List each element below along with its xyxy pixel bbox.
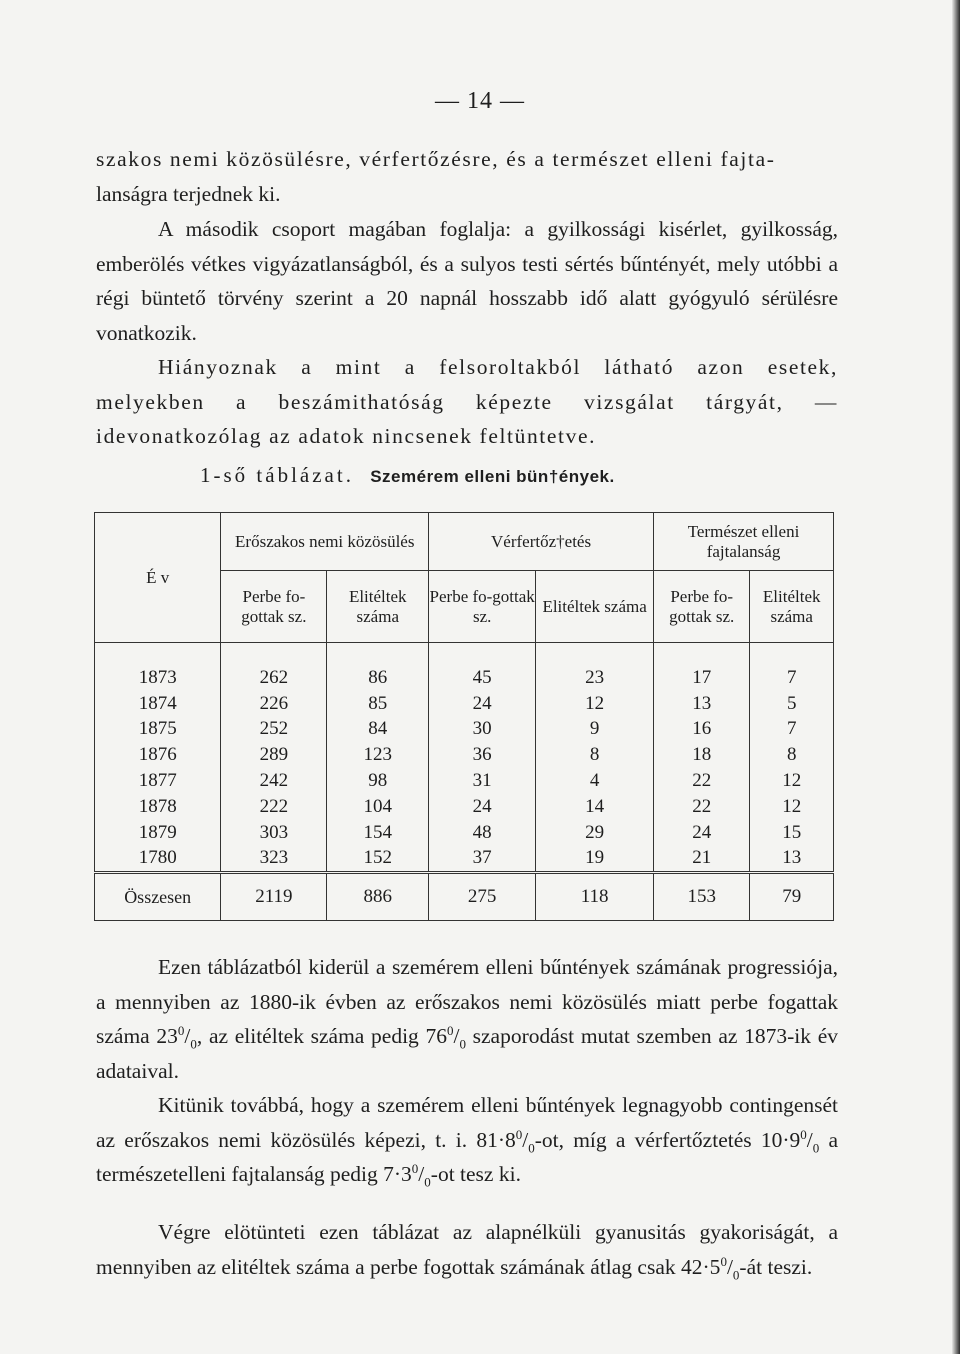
value-cell: 45 (429, 665, 536, 691)
sub-header: Perbe fo-gottak sz. (654, 571, 750, 643)
value-cell: 13 (750, 846, 834, 873)
total-cell: 153 (654, 873, 750, 921)
table-row (95, 691, 834, 717)
year-cell: 1874 (95, 691, 221, 717)
group-header: Természet elleni fajtalanság (654, 513, 834, 571)
total-label: Összesen (95, 873, 221, 921)
table-row (95, 820, 834, 846)
value-cell: 9 (536, 717, 654, 743)
value-cell: 29 (536, 820, 654, 846)
total-row (95, 873, 834, 921)
para4-text-a: Ezen táblázatból kiderül a szemérem elleni bűntények számának progressiója, a mennyiben az 1880-ik évben az erőszakos nemi közösülés miatt perbe fogattak száma 23 (96, 955, 838, 1048)
value-cell: 84 (327, 717, 429, 743)
percent-sub: 0 (459, 1036, 466, 1052)
paragraph-missing-cases: Hiányoznak a mint a felsoroltakból látható azon esetek, melyekben a beszámithatóság képezte vizsgálat tárgyát, — idevonatkozólag az adatok nincsenek feltüntetve. (96, 355, 838, 448)
value-cell: 152 (327, 846, 429, 873)
value-cell: 15 (750, 820, 834, 846)
value-cell: 17 (654, 665, 750, 691)
percent-slash: / (184, 1024, 191, 1048)
total-cell: 118 (536, 873, 654, 921)
table-row (95, 794, 834, 820)
paragraph-second-group: A második csoport magában foglalja: a gyilkossági kisérlet, gyilkosság, emberölés vétkes vigyázatlanságból, és a sulyos testi sértés bűntényét, mely utóbbi a régi büntető törvény szerint a 20 napnál hosszabb idő alatt gyógyuló sérülésre vonatkozik. (96, 217, 838, 345)
value-cell: 242 (221, 768, 327, 794)
year-cell: 1877 (95, 768, 221, 794)
value-cell: 303 (221, 820, 327, 846)
para4-text-b: , az elitéltek száma pedig 76 (196, 1024, 447, 1048)
total-cell: 886 (327, 873, 429, 921)
year-cell: 1875 (95, 717, 221, 743)
value-cell: 21 (654, 846, 750, 873)
para5-text-b: -ot, míg a vérfertőztetés 10·9 (534, 1127, 801, 1152)
value-cell: 289 (221, 742, 327, 768)
intro-paragraph (96, 142, 838, 211)
value-cell: 226 (221, 691, 327, 717)
value-cell: 48 (429, 820, 536, 846)
percent-slash: / (418, 1162, 425, 1186)
value-cell: 24 (654, 820, 750, 846)
value-cell: 222 (221, 794, 327, 820)
value-cell: 154 (327, 820, 429, 846)
para5-text-a: Kitünik továbbá, hogy a szemérem elleni bűntények legnagyobb contingensét az erőszakos nemi közösülés képezi, t. i. 81·8 (96, 1093, 838, 1152)
page-edge (952, 0, 960, 1354)
value-cell: 24 (429, 794, 536, 820)
sub-header: Perbe fo-gottak sz. (429, 571, 536, 643)
percent-sub: 0 (732, 1266, 740, 1282)
value-cell: 12 (750, 768, 834, 794)
table-row (95, 846, 834, 873)
value-cell: 4 (536, 768, 654, 794)
percent-sub: 0 (424, 1174, 431, 1190)
year-cell: 1873 (95, 665, 221, 691)
table-spacer (95, 643, 834, 666)
value-cell: 36 (429, 742, 536, 768)
percent-slash: / (726, 1254, 733, 1279)
table-row (95, 665, 834, 691)
value-cell: 16 (654, 717, 750, 743)
table-row (95, 742, 834, 768)
para6-text-a: Végre elötünteti ezen táblázat az alapnélküli gyanusitás gyakoriságát, a mennyiben az elitéltek száma a perbe fogottak számának átlag csak 42·5 (96, 1220, 838, 1279)
table-title (200, 463, 615, 488)
percent-sub: 0 (528, 1139, 535, 1155)
table-row (95, 768, 834, 794)
year-cell: 1780 (95, 846, 221, 873)
value-cell: 7 (750, 665, 834, 691)
value-cell: 98 (327, 768, 429, 794)
value-cell: 18 (654, 742, 750, 768)
total-cell: 2119 (221, 873, 327, 921)
percent-sup: 0 (515, 1126, 523, 1142)
paragraph-progression (96, 950, 838, 1088)
page-number: — 14 — (435, 88, 525, 114)
value-cell: 23 (536, 665, 654, 691)
value-cell: 85 (327, 691, 429, 717)
total-cell: 79 (750, 873, 834, 921)
value-cell: 262 (221, 665, 327, 691)
value-cell: 8 (536, 742, 654, 768)
sub-header: Elitéltek száma (327, 571, 429, 643)
sub-header: Elitéltek száma (536, 571, 654, 643)
percent-sub: 0 (190, 1036, 197, 1052)
value-cell: 8 (750, 742, 834, 768)
value-cell: 252 (221, 717, 327, 743)
value-cell: 323 (221, 846, 327, 873)
table-subtitle: Szemérem elleni bün†ények. (370, 467, 615, 486)
value-cell: 7 (750, 717, 834, 743)
percent-sup: 0 (720, 1253, 727, 1269)
table-label: 1-ső táblázat. (200, 463, 354, 487)
group-header: Vérfertőz†etés (429, 513, 654, 571)
percent-sub: 0 (812, 1139, 820, 1155)
year-cell: 1876 (95, 742, 221, 768)
percent-slash: / (522, 1127, 529, 1152)
value-cell: 86 (327, 665, 429, 691)
value-cell: 22 (654, 794, 750, 820)
value-cell: 104 (327, 794, 429, 820)
intro-line-2: lanságra terjednek ki. (96, 181, 281, 206)
value-cell: 19 (536, 846, 654, 873)
value-cell: 123 (327, 742, 429, 768)
paragraph-suspicion (96, 1215, 838, 1284)
value-cell: 5 (750, 691, 834, 717)
value-cell: 24 (429, 691, 536, 717)
para6-text-b: -át teszi. (739, 1254, 813, 1279)
percent-slash: / (453, 1024, 460, 1048)
table-body (95, 665, 834, 873)
paragraph-contingent (96, 1088, 838, 1192)
total-cell: 275 (429, 873, 536, 921)
year-cell: 1879 (95, 820, 221, 846)
table-row (95, 717, 834, 743)
percent-sup: 0 (800, 1126, 807, 1142)
value-cell: 31 (429, 768, 536, 794)
value-cell: 22 (654, 768, 750, 794)
percent-sup: 0 (446, 1022, 454, 1038)
percent-sup: 0 (411, 1160, 419, 1176)
value-cell: 37 (429, 846, 536, 873)
percent-slash: / (806, 1127, 813, 1152)
value-cell: 12 (750, 794, 834, 820)
crime-statistics-table (94, 512, 834, 921)
sub-header: Elitéltek száma (750, 571, 834, 643)
table-group-header-row (95, 513, 834, 571)
sub-header: Perbe fo-gottak sz. (221, 571, 327, 643)
percent-sup: 0 (177, 1022, 185, 1038)
group-header: Erőszakos nemi közösülés (221, 513, 429, 571)
para5-text-d: -ot tesz ki. (430, 1162, 521, 1186)
para5-text-c: a természetelleni fajtalanság pedig 7·3 (96, 1127, 838, 1186)
value-cell: 13 (654, 691, 750, 717)
value-cell: 30 (429, 717, 536, 743)
para4-text-c: szaporodást mutat szemben az 1873-ik év adataival. (96, 1024, 838, 1083)
intro-line-1: szakos nemi közösülésre, vérfertőzésre, és a természet elleni fajta- (96, 147, 776, 171)
year-header: É v (95, 513, 221, 643)
year-cell: 1878 (95, 794, 221, 820)
value-cell: 12 (536, 691, 654, 717)
value-cell: 14 (536, 794, 654, 820)
